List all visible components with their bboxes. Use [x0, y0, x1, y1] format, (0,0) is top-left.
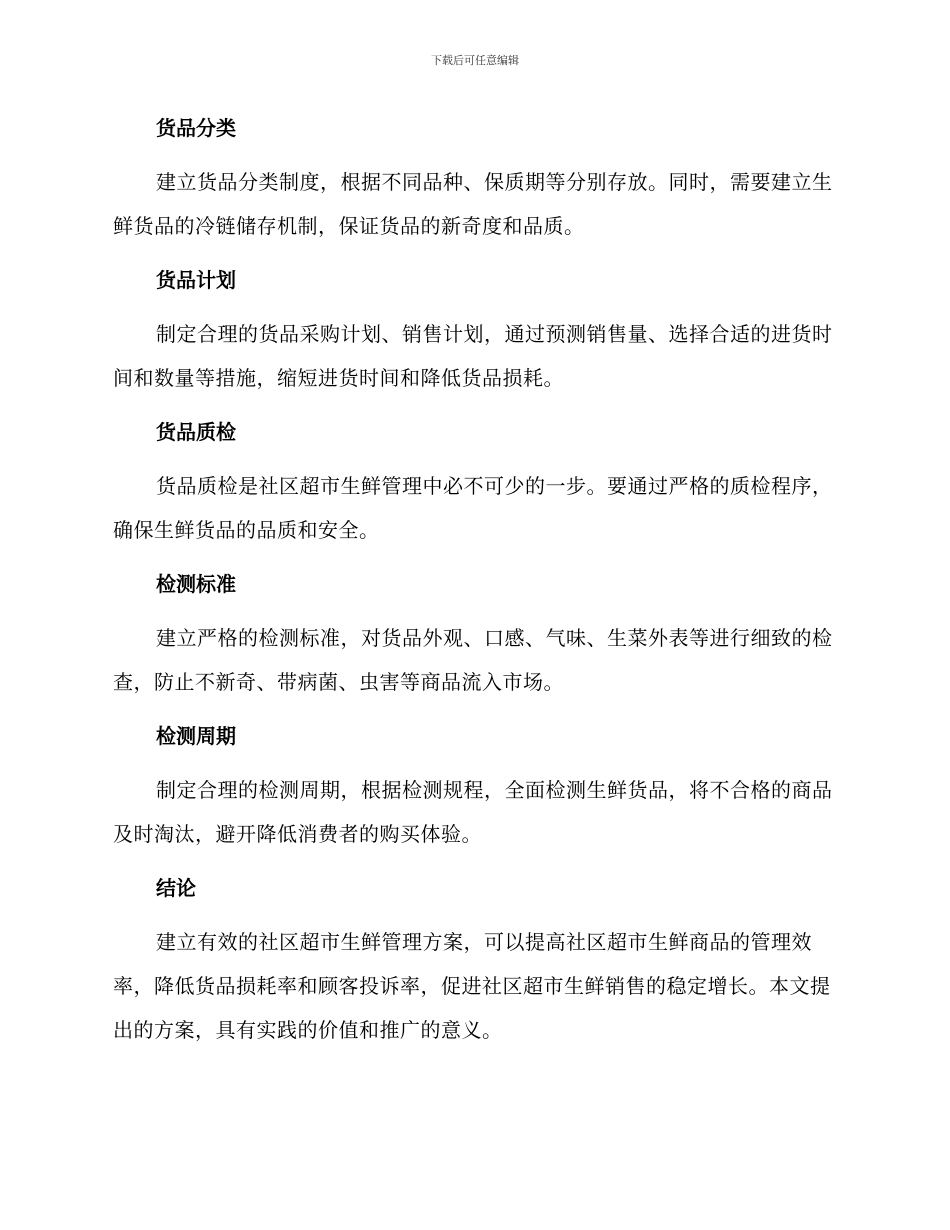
section-inspection-cycle: [113, 716, 837, 856]
section-paragraph: 制定合理的货品采购计划、销售计划，通过预测销售量、选择合适的进货时间和数量等措施，缩短进货时间和降低货品损耗。: [113, 322, 833, 390]
section-paragraph: 制定合理的检测周期，根据检测规程，全面检测生鲜货品，将不合格的商品及时淘汰，避开降低消费者的购买体验。: [113, 778, 833, 846]
section-goods-planning: [113, 260, 837, 400]
section-paragraph: 货品质检是社区超市生鲜管理中必不可少的一步。要通过严格的质检程序，确保生鲜货品的品质和安全。: [113, 474, 833, 542]
section-heading: 检测标准: [156, 572, 236, 596]
section-heading: 货品计划: [156, 268, 236, 292]
document-body: [113, 108, 837, 1064]
section-paragraph: 建立货品分类制度，根据不同品种、保质期等分别存放。同时，需要建立生鲜货品的冷链储存机制，保证货品的新奇度和品质。: [113, 170, 833, 238]
section-quality-inspection: [113, 412, 837, 552]
section-goods-classification: [113, 108, 837, 248]
section-inspection-standards: [113, 564, 837, 704]
section-heading: 结论: [156, 876, 196, 900]
section-paragraph: 建立有效的社区超市生鲜管理方案，可以提高社区超市生鲜商品的管理效率，降低货品损耗率和顾客投诉率，促进社区超市生鲜销售的稳定增长。本文提出的方案，具有实践的价值和推广的意义。: [113, 930, 831, 1042]
section-heading: 检测周期: [156, 724, 236, 748]
section-heading: 货品质检: [156, 420, 236, 444]
section-conclusion: [113, 868, 837, 1052]
page-header: 下载后可任意编辑: [431, 54, 519, 67]
section-heading: 货品分类: [156, 116, 236, 140]
section-paragraph: 建立严格的检测标准，对货品外观、口感、气味、生菜外表等进行细致的检查，防止不新奇、带病菌、虫害等商品流入市场。: [113, 626, 833, 694]
